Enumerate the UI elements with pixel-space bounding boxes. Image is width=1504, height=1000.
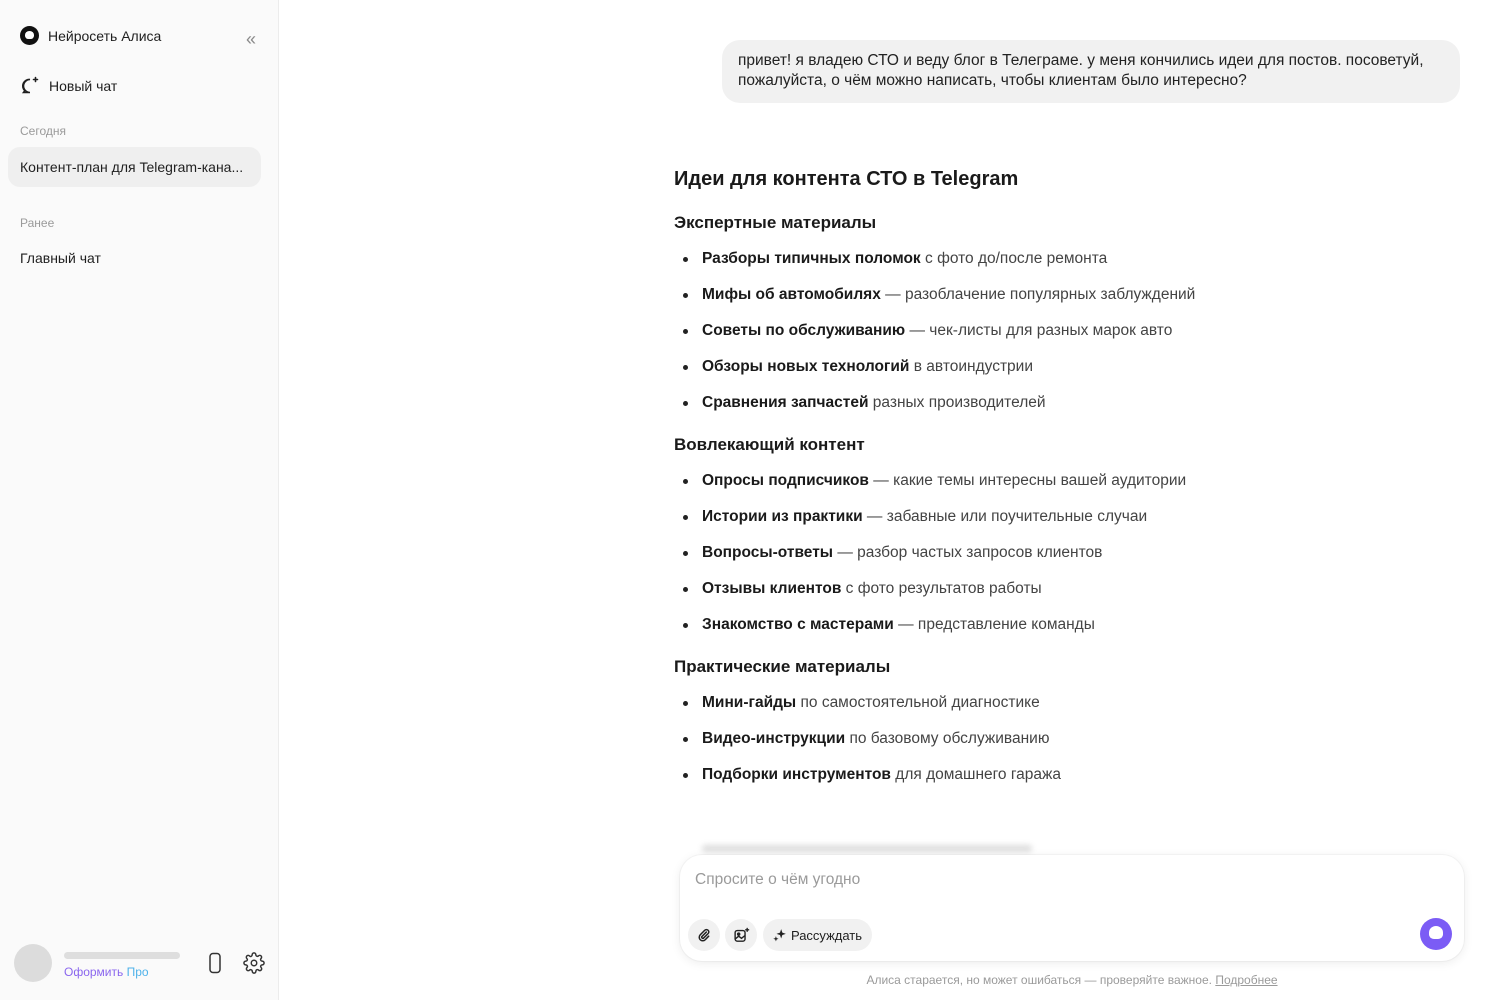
faded-overflow-content [674,840,1074,856]
new-chat-icon [20,76,40,96]
image-generate-button[interactable] [725,919,757,951]
section-label-today: Сегодня [20,124,66,138]
list-item: Вопросы-ответы — разбор частых запросов клиентов [674,543,1374,563]
paperclip-icon [697,928,711,942]
section-heading: Вовлекающий контент [674,435,865,454]
learn-more-link[interactable]: Подробнее [1215,973,1278,987]
chat-item-label: Главный чат [20,250,101,266]
chat-area [280,0,1504,1000]
idea-list [674,693,1374,785]
attach-button[interactable] [688,919,720,951]
username-placeholder [64,952,180,959]
sparkle-icon [773,928,787,942]
list-item: Разборы типичных поломок с фото до/после ремонта [674,249,1374,269]
list-item: Отзывы клиентов с фото результатов работы [674,579,1374,599]
chat-item-main-chat[interactable] [8,238,261,278]
chat-item-label: Контент-план для Telegram-кана... [20,159,244,175]
assistant-answer [674,168,1374,807]
list-item: Сравнения запчастей разных производителей [674,393,1374,413]
image-sparkle-icon [733,927,750,944]
list-item: Обзоры новых технологий в автоиндустрии [674,357,1374,377]
list-item: Мини-гайды по самостоятельной диагностике [674,693,1374,713]
user-message-bubble: привет! я владею СТО и веду блог в Телеграме. у меня кончились идеи для постов. посоветуй, пожалуйста, о чём можно написать, чтобы клиентам было интересно? [722,40,1460,103]
settings-gear-icon[interactable] [243,952,265,974]
disclaimer: Алиса старается, но может ошибаться — проверяйте важное. Подробнее [866,973,1278,987]
collapse-sidebar-button[interactable] [240,28,262,50]
mobile-app-icon[interactable] [206,952,224,974]
idea-list [674,471,1374,635]
double-chevron-left-icon: « [245,29,256,49]
subscribe-pro-link[interactable]: Оформить Про [64,965,149,979]
brand[interactable] [20,26,161,45]
list-item: Подборки инструментов для домашнего гаража [674,765,1374,785]
section-heading: Практические материалы [674,657,891,676]
list-item: Мифы об автомобилях — разоблачение популярных заблуждений [674,285,1374,305]
section-heading: Экспертные материалы [674,213,877,232]
user-area [14,944,274,984]
reasoning-toggle-button[interactable] [763,919,872,951]
list-item: Опросы подписчиков — какие темы интересны вашей аудитории [674,471,1374,491]
list-item: Видео-инструкции по базовому обслуживанию [674,729,1374,749]
alice-logo-icon [20,26,39,45]
idea-list [674,249,1374,413]
section-label-earlier: Ранее [20,216,55,230]
new-chat-button[interactable] [20,76,117,96]
list-item: Советы по обслуживанию — чек-листы для разных марок авто [674,321,1374,341]
message-input[interactable] [695,869,1395,891]
list-item: Знакомство с мастерами — представление команды [674,615,1374,635]
list-item: Истории из практики — забавные или поучительные случаи [674,507,1374,527]
send-button[interactable] [1420,918,1452,950]
brand-name: Нейросеть Алиса [48,27,162,44]
avatar[interactable] [14,944,52,982]
new-chat-label: Новый чат [49,78,118,94]
chat-item-content-plan[interactable] [8,147,261,187]
reasoning-label: Рассуждать [790,927,863,943]
sidebar [0,0,279,1000]
answer-title: Идеи для контента СТО в Telegram [674,168,1019,190]
message-composer [680,855,1464,961]
